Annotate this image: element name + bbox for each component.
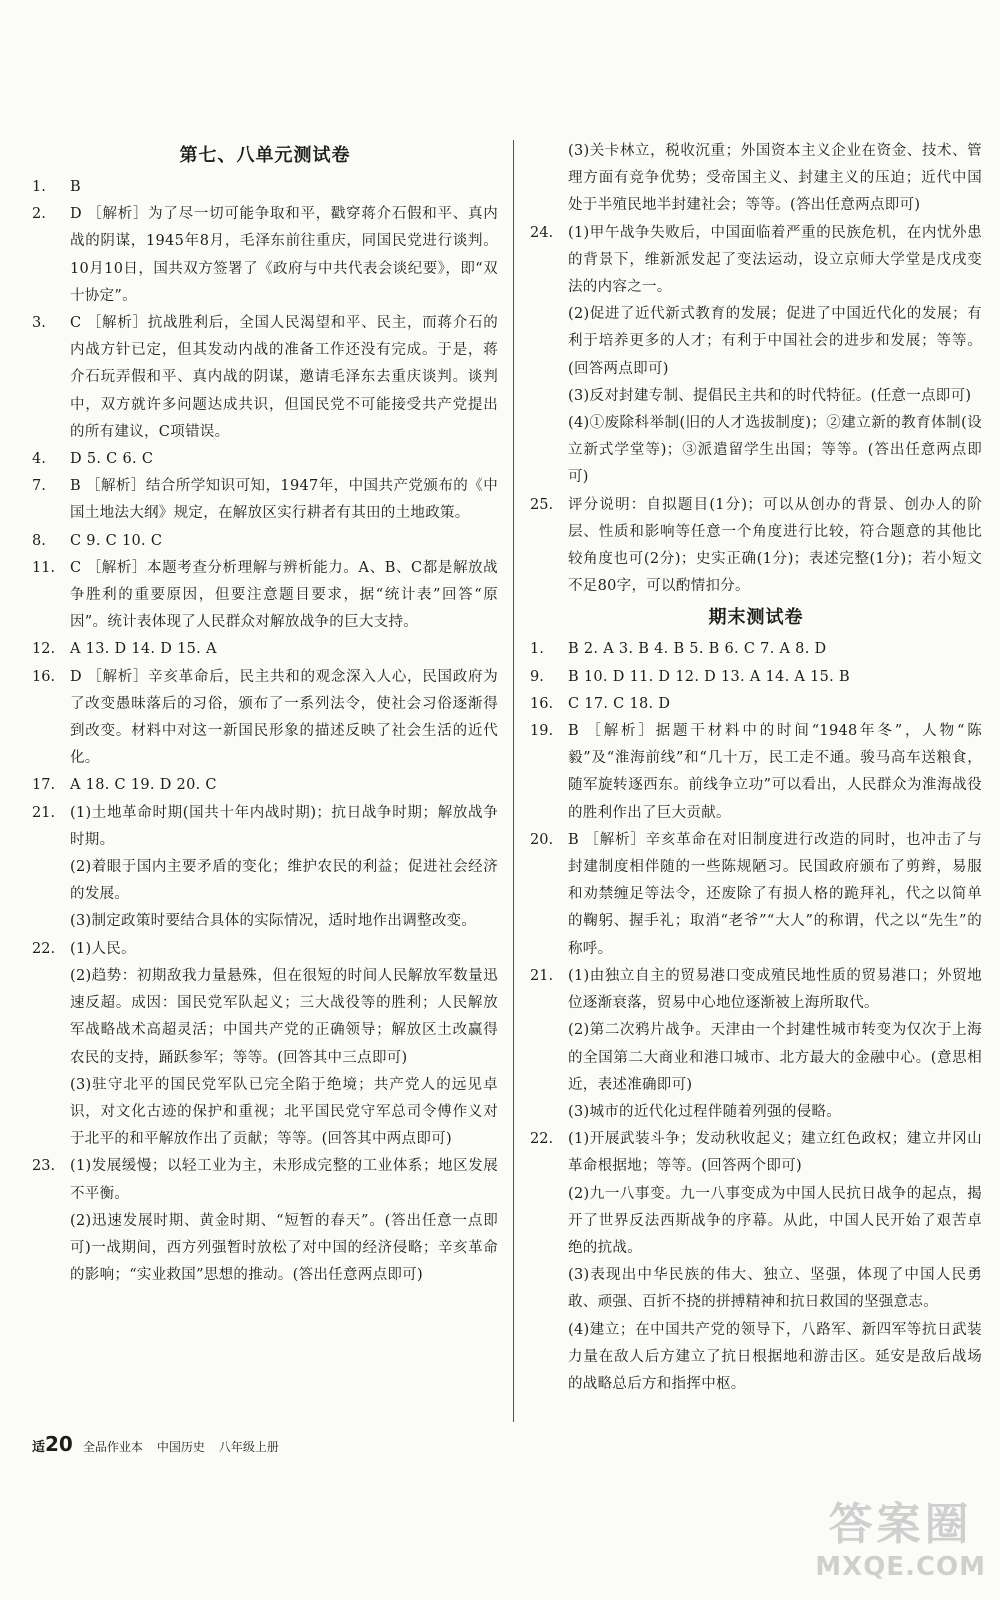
answer-part: (2)第二次鸦片战争。天津由一个封建性城市转变为仅次于上海的全国第二大商业和港口城市、北方最大的金融中心。(意思相近，表述准确即可): [568, 1022, 982, 1093]
answer-text: C 17. C 18. D: [568, 695, 671, 712]
answer-item: [32, 310, 498, 446]
section-title-final-exam: 期末测试卷: [708, 607, 804, 629]
answer-part: (1)发展缓慢；以轻工业为主，未形成完整的工业体系；地区发展不平衡。: [70, 1158, 498, 1202]
answer-text: [70, 800, 498, 936]
answer-item: [32, 201, 498, 310]
answer-part: (2)迅速发展时期、黄金时期、“短暂的春天”。(答出任意一点即可)一战期间，西方列强暂时放松了对中国的经济侵略；辛亥革命的影响；“实业救国”思想的推动。(答出任意两点即可): [70, 1212, 498, 1284]
left-column: [32, 138, 498, 1289]
answer-item: [32, 528, 498, 555]
watermark-logo: 答案圈 MXQE.COM: [815, 1499, 986, 1582]
question-number: 1.: [32, 179, 46, 195]
answer-text: [568, 492, 982, 601]
answer-item: [530, 718, 982, 827]
question-number: 9.: [530, 668, 544, 685]
book-name: 全品作业本: [82, 1440, 143, 1454]
answer-item: [530, 492, 982, 601]
page-number: 适20: [32, 1432, 73, 1456]
answer-text: C ［解析］本题考查分析理解与辨析能力。A、B、C都是解放战争胜利的重要原因，但要注意题目要求，据“统计表”回答“原因”。统计表体现了人民群众对解放战争的巨大支持。: [70, 559, 498, 631]
answer-part: (1)人民。: [70, 940, 136, 957]
question-number: 16.: [530, 695, 554, 712]
answer-part: (3)关卡林立，税收沉重；外国资本主义企业在资金、技术、管理方面有竞争优势；受帝国主义、封建主义的压迫；近代中国处于半殖民地半封建社会；等等。(答出任意两点即可): [568, 143, 982, 214]
column-divider: [513, 140, 514, 1422]
question-number: 16.: [32, 668, 56, 685]
question-number: 20.: [530, 831, 554, 848]
question-number: 21.: [32, 804, 56, 821]
question-number: 4.: [32, 451, 46, 468]
question-number: 8.: [32, 532, 46, 549]
answer-text: [70, 1153, 498, 1289]
right-answer-list-top: [530, 138, 982, 600]
question-number: 25.: [530, 496, 554, 513]
answer-item: [32, 664, 498, 773]
answer-text: [70, 936, 498, 1154]
section-title-unit-7-8: 第七、八单元测试卷: [179, 145, 351, 166]
question-number: 17.: [32, 777, 56, 794]
answer-text: B ［解析］结合所学知识可知，1947年，中国共产党颁布的《中国土地法大纲》规定，在解放区实行耕者有其田的土地政策。: [70, 478, 498, 522]
answer-part: (2)着眼于国内主要矛盾的变化；维护农民的利益；促进社会经济的发展。: [70, 859, 498, 903]
answer-item: [32, 636, 498, 663]
answer-text: B: [70, 179, 81, 195]
question-number: 11.: [32, 559, 56, 576]
answer-item: [530, 636, 982, 663]
question-number: 22.: [32, 940, 56, 957]
answer-part: (2)趋势：初期敌我力量悬殊，但在很短的时间人民解放军数量迅速反超。成因：国民党军队起义；三大战役等的胜利；人民解放军战略战术高超灵活；中国共产党的正确领导；解放区土改赢得农民的支持，踊跃参军；等等。(回答其中三点即可): [70, 967, 498, 1066]
answer-text: B 2. A 3. B 4. B 5. B 6. C 7. A 8. D: [568, 641, 827, 658]
answer-item: [32, 555, 498, 637]
answer-part: (4)建立；在中国共产党的领导下，八路军、新四军等抗日武装力量在敌人后方建立了抗日根据地和游击区。延安是敌后战场的战略总后方和指挥中枢。: [568, 1321, 982, 1392]
question-number: 1.: [530, 641, 544, 658]
right-column: [530, 138, 982, 1398]
grade-name: 八年级上册: [218, 1440, 279, 1454]
answer-part: (3)城市的近代化过程伴随着列强的侵略。: [568, 1103, 842, 1120]
answer-item: [530, 1126, 982, 1398]
answer-text: C ［解析］抗战胜利后，全国人民渴望和平、民主，而蒋介石的内战方针已定，但其发动内战的准备工作还没有完成。于是，蒋介石玩弄假和平、真内战的阴谋，邀请毛泽东去重庆谈判。谈判中，双方就许多问题达成共识，但国民党不可能接受共产党提出的所有建议，C项错误。: [70, 315, 498, 440]
answer-text: B 10. D 11. D 12. D 13. A 14. A 15. B: [568, 668, 850, 685]
answer-part: (2)九一八事变。九一八事变成为中国人民抗日战争的起点，揭开了世界反法西斯战争的序幕。从此，中国人民开始了艰苦卓绝的抗战。: [568, 1185, 982, 1256]
answer-item: [32, 473, 498, 527]
answer-item: [32, 936, 498, 1154]
answer-part: (3)制定政策时要结合具体的实际情况，适时地作出调整改变。: [70, 913, 477, 930]
question-number: 7.: [32, 478, 46, 495]
answer-part: (3)驻守北平的国民党军队已完全陷于绝境；共产党人的远见卓识，对文化古迹的保护和重视；北平国民党守军总司令傅作义对于北平的和平解放作出了贡献；等等。(回答其中两点即可): [70, 1076, 498, 1148]
answer-item: [530, 963, 982, 1126]
answer-text: B ［解析］辛亥革命在对旧制度进行改造的同时，也冲击了与封建制度相伴随的一些陈规陋习。民国政府颁布了剪辫，易服和劝禁缠足等法令，还废除了有损人格的跪拜礼，代之以简单的鞠躬、握手礼；取消“老爷”“大人”的称谓，代之以“先生”的称呼。: [568, 831, 982, 957]
answer-item: [530, 220, 982, 492]
answer-item: [530, 138, 982, 220]
answer-text: A 13. D 14. D 15. A: [70, 641, 217, 658]
answer-text: B ［解析］据题干材料中的时间“1948年冬”，人物“陈毅”及“淮海前线”和“几十万，民工走不通。骏马高车送粮食，随军旋转逐西东。前线争立功”可以看出，人民群众为淮海战役的胜利作出了巨大贡献。: [568, 723, 982, 821]
answer-text: D ［解析］辛亥革命后，民主共和的观念深入人心，民国政府为了改变愚昧落后的习俗，颁布了一系列法令，使社会习俗逐渐得到改变。材料中对这一新国民形象的描述反映了社会生活的近代化。: [70, 668, 498, 767]
question-number: [530, 138, 568, 220]
answer-item: [32, 174, 498, 201]
answer-text: [568, 1126, 982, 1398]
answer-part: (1)由独立自主的贸易港口变成殖民地性质的贸易港口；外贸地位逐渐衰落，贸易中心地位逐渐被上海所取代。: [568, 967, 982, 1012]
question-number: 2.: [32, 206, 46, 223]
question-number: 22.: [530, 1131, 554, 1148]
question-number: 21.: [530, 967, 554, 984]
answer-item: [32, 772, 498, 799]
question-number: 12.: [32, 641, 56, 658]
question-number: 3.: [32, 315, 46, 332]
answer-part: 评分说明：自拟题目(1分)；可以从创办的背景、创办人的阶层、性质和影响等任意一个角度进行比较，符合题意的其他比较角度也可(2分)；史实正确(1分)；表述完整(1分)；若小短文不足80字，可以酌情扣分。: [568, 496, 982, 595]
left-answer-list: [32, 174, 498, 1289]
answer-item: [530, 827, 982, 963]
answer-text: D ［解析］为了尽一切可能争取和平，戳穿蒋介石假和平、真内战的阴谋，1945年8月，毛泽东前往重庆，同国民党进行谈判。10月10日，国共双方签署了《政府与中共代表会谈纪要》，即“双十协定”。: [70, 206, 498, 304]
subject-name: 中国历史: [156, 1440, 205, 1454]
answer-item: [32, 1153, 498, 1289]
answer-text: [568, 220, 982, 492]
page-footer: [32, 1432, 293, 1456]
answer-part: (4)①废除科举制(旧的人才选拔制度)；②建立新的教育体制(设立新式学堂等)；③派遣留学生出国；等等。(答出任意两点即可): [568, 415, 982, 486]
question-number: 23.: [32, 1158, 56, 1175]
answer-part: (1)甲午战争失败后，中国面临着严重的民族危机，在内忧外患的背景下，维新派发起了变法运动，设立京师大学堂是戊戌变法的内容之一。: [568, 224, 982, 296]
answer-item: [32, 446, 498, 473]
answer-text: [568, 138, 982, 220]
right-answer-list-bottom: [530, 636, 982, 1398]
answer-text: C 9. C 10. C: [70, 532, 163, 549]
answer-part: (1)开展武装斗争；发动秋收起义；建立红色政权；建立井冈山革命根据地；等等。(回答两个即可): [568, 1131, 982, 1175]
question-number: 19.: [530, 723, 554, 740]
answer-text: D 5. C 6. C: [70, 451, 154, 468]
answer-text: A 18. C 19. D 20. C: [70, 777, 217, 794]
answer-part: (2)促进了近代新式教育的发展；促进了中国近代化的发展；有利于培养更多的人才；有利于中国社会的进步和发展；等等。(回答两点即可): [568, 306, 982, 377]
answer-part: (3)反对封建专制、提倡民主共和的时代特征。(任意一点即可): [568, 387, 972, 404]
answer-text: [568, 963, 982, 1126]
answer-part: (1)土地革命时期(国共十年内战时期)；抗日战争时期；解放战争时期。: [70, 804, 498, 848]
answer-item: [530, 691, 982, 718]
answer-part: (3)表现出中华民族的伟大、独立、坚强，体现了中国人民勇敢、顽强、百折不挠的拼搏精神和抗日救国的坚强意志。: [568, 1267, 982, 1311]
answer-item: [530, 664, 982, 691]
question-number: 24.: [530, 224, 554, 241]
answer-item: [32, 800, 498, 936]
